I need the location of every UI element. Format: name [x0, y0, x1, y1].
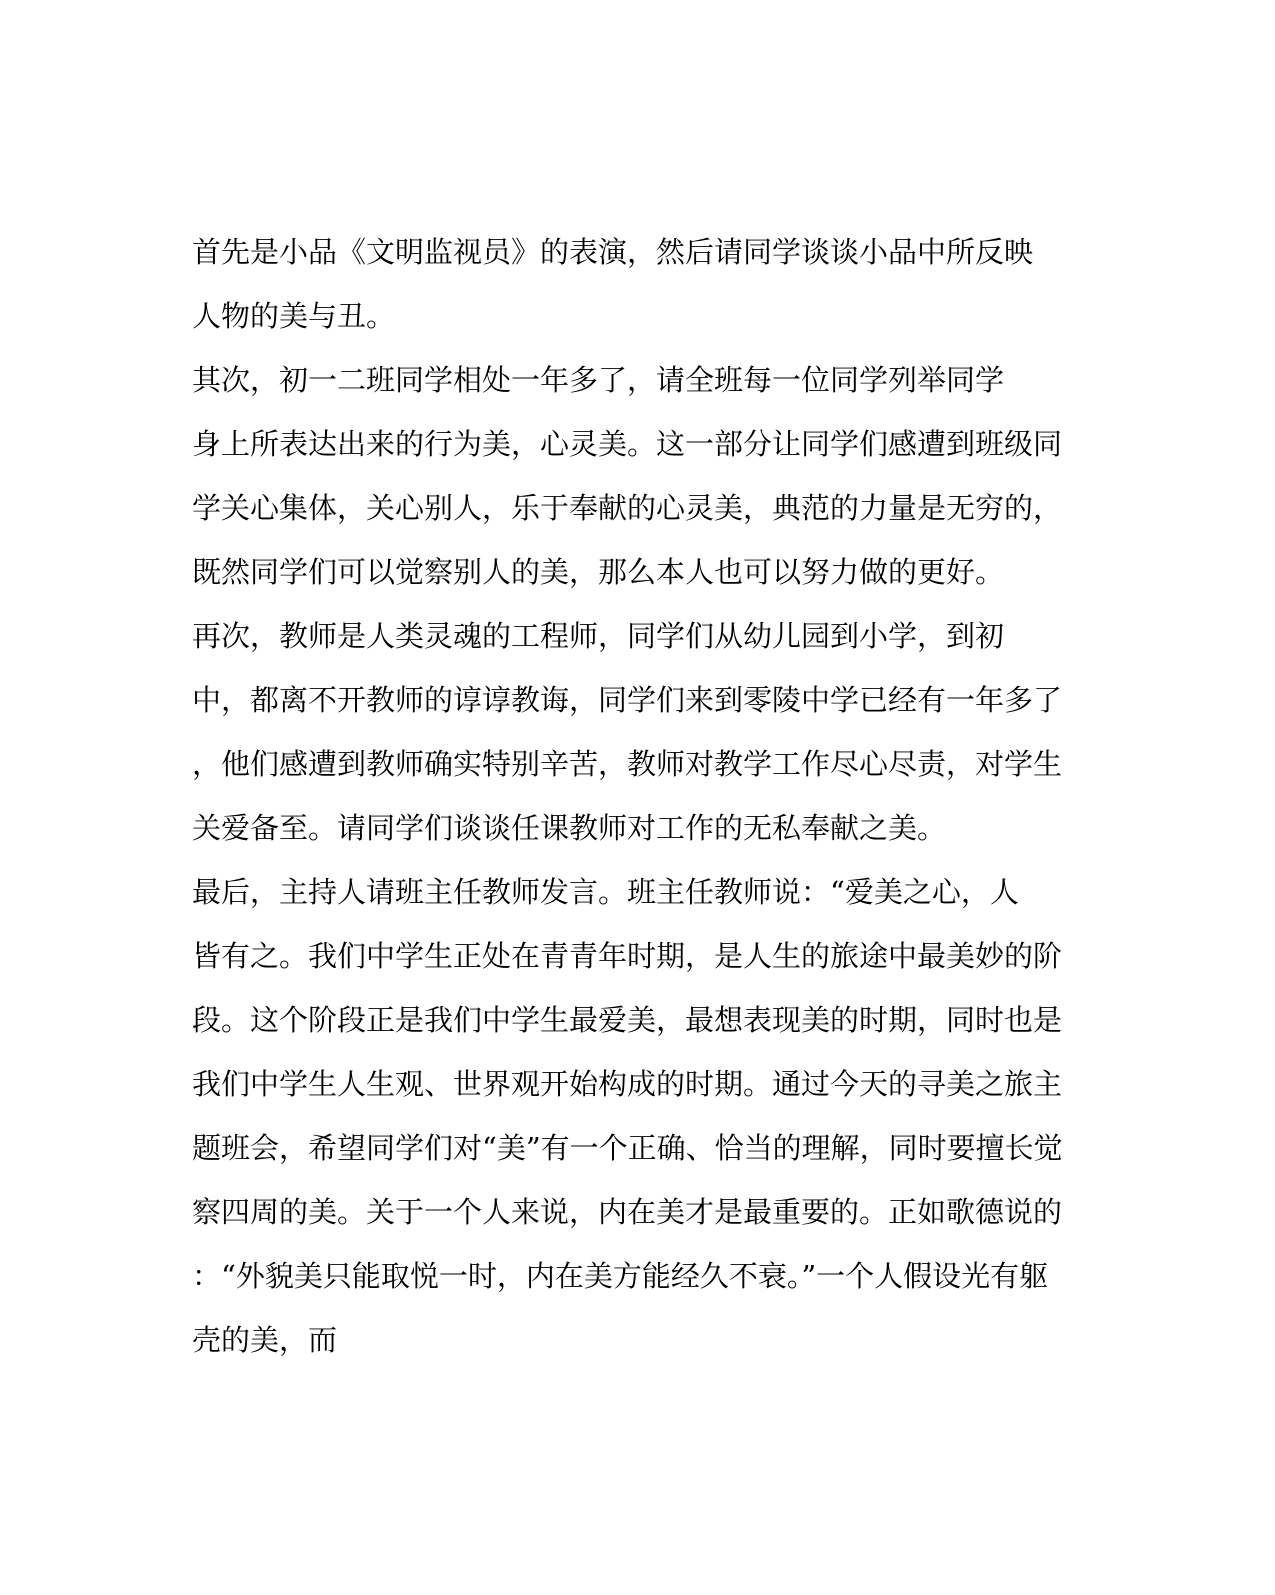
text-line-1: 首先是小品《文明监视员》的表演，然后请同学谈谈小品中所反映: [192, 235, 1034, 269]
text-line-3: 其次，初一二班同学相处一年多了，请全班每一位同学列举同学: [192, 363, 1005, 397]
text-line-11: 最后，主持人请班主任教师发言。班主任教师说：“爱美之心，人: [192, 875, 1019, 909]
text-line-5: 学关心集体，关心别人，乐于奉献的心灵美，典范的力量是无穷的，: [192, 491, 1063, 525]
text-line-14: 我们中学生人生观、世界观开始构成的时期。通过今天的寻美之旅主: [192, 1067, 1063, 1101]
text-line-4: 身上所表达出来的行为美，心灵美。这一部分让同学们感遭到班级同: [192, 427, 1063, 461]
text-line-2: 人物的美与丑。: [192, 299, 396, 333]
text-line-17: ：“外貌美只能取悦一时，内在美方能经久不衰。”一个人假设光有躯: [192, 1259, 1049, 1293]
document-body: [192, 220, 1072, 1372]
text-line-15: 题班会，希望同学们对“美”有一个正确、恰当的理解，同时要擅长觉: [192, 1131, 1063, 1165]
text-line-12: 皆有之。我们中学生正处在青青年时期，是人生的旅途中最美妙的阶: [192, 939, 1063, 973]
text-line-13: 段。这个阶段正是我们中学生最爱美，最想表现美的时期，同时也是: [192, 1003, 1063, 1037]
text-line-9: ，他们感遭到教师确实特别辛苦，教师对教学工作尽心尽责，对学生: [192, 747, 1063, 781]
text-line-8: 中，都离不开教师的谆谆教诲，同学们来到零陵中学已经有一年多了: [192, 683, 1063, 717]
text-line-10: 关爱备至。请同学们谈谈任课教师对工作的无私奉献之美。: [192, 811, 947, 845]
text-line-6: 既然同学们可以觉察别人的美，那么本人也可以努力做的更好。: [192, 555, 1005, 589]
text-line-7: 再次，教师是人类灵魂的工程师，同学们从幼儿园到小学，到初: [192, 619, 1005, 653]
text-line-18: 壳的美，而: [192, 1323, 338, 1357]
text-line-16: 察四周的美。关于一个人来说，内在美才是最重要的。正如歌德说的: [192, 1195, 1063, 1229]
